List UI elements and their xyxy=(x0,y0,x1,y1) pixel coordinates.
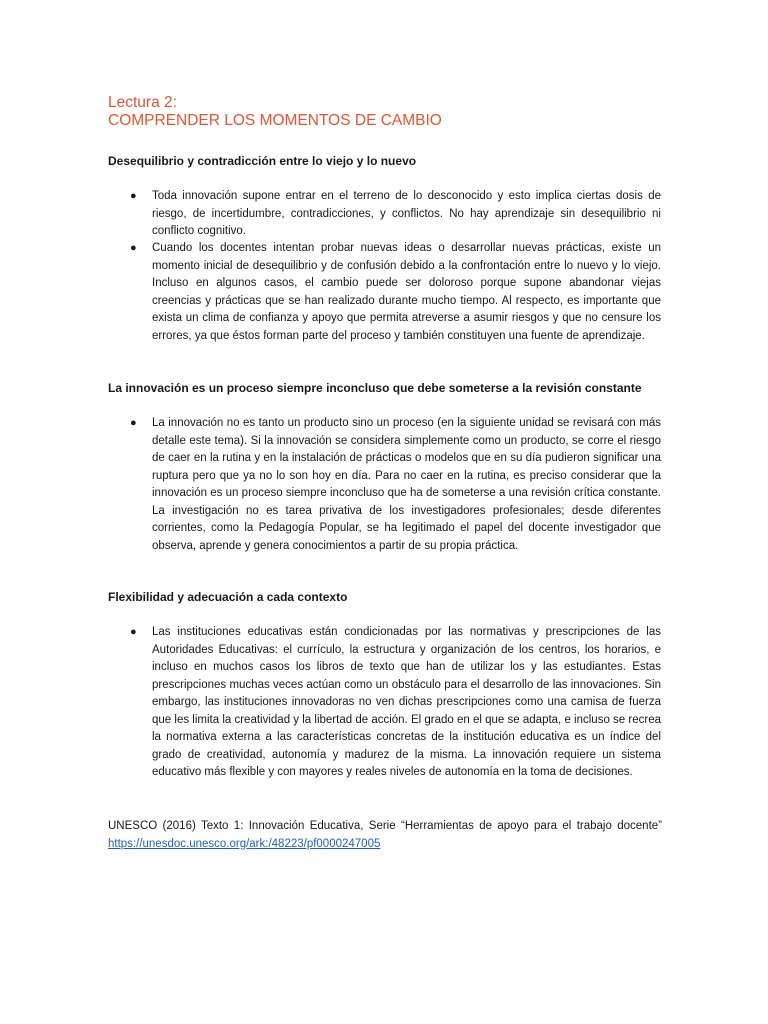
document-title xyxy=(108,94,668,130)
section-heading-2: La innovación es un proceso siempre inconcluso que debe someterse a la revisión constante xyxy=(108,381,642,395)
citation-link[interactable]: https://unesdoc.unesco.org/ark:/48223/pf0000247005 xyxy=(108,837,381,850)
title-line-1: Lectura 2: xyxy=(108,94,177,111)
bullet-icon: ● xyxy=(130,417,137,429)
list-item xyxy=(130,624,662,782)
bullet-text: Toda innovación supone entrar en el terreno de lo desconocido y esto implica ciertas dosis de riesgo, de incertidumbre, contradicciones, y conflictos. No hay aprendizaje sin desequilibrio ni conflicto cognitivo. xyxy=(152,190,661,237)
list-item xyxy=(130,240,662,345)
bullet-icon: ● xyxy=(130,190,137,202)
bullet-text: Cuando los docentes intentan probar nuevas ideas o desarrollar nuevas prácticas, existe un momento inicial de desequilibrio y de confusión debido a la confrontación entre lo nuevo y lo viejo. Incluso en algunos casos, el cambio puede ser doloroso porque supone abandonar viejas creencias y prácticas que se han realizado durante mucho tiempo. Al respecto, es importante que exista un clima de confianza y apoyo que permita atreverse a asumir riesgos y que no censure los errores, ya que éstos forman parte del proceso y también constituyen una fuente de aprendizaje. xyxy=(152,242,661,342)
bullet-text: La innovación no es tanto un producto sino un proceso (en la siguiente unidad se revisará con más detalle este tema). Si la innovación se considera simplemente como un producto, se corre el riesgo de caer en la rutina y en la instalación de prácticas o modelos que en su día pudieron significar una ruptura pero que ya no lo son hoy en día. Para no caer en la rutina, es preciso considerar que la innovación es un proceso siempre inconcluso que ha de someterse a una revisión crítica constante. La investigación no es tarea privativa de los investigadores profesionales; desde diferentes corrientes, como la Pedagogía Popular, se ha legitimado el papel del docente investigador que observa, aprende y genera conocimientos a partir de su propia práctica. xyxy=(152,417,661,552)
list-item xyxy=(130,188,662,241)
bullet-icon: ● xyxy=(130,242,137,254)
citation-text: UNESCO (2016) Texto 1: Innovación Educativa, Serie “Herramientas de apoyo para el trabajo docente” xyxy=(108,820,662,832)
title-line-2: COMPRENDER LOS MOMENTOS DE CAMBIO xyxy=(108,112,442,129)
bullet-icon: ● xyxy=(130,626,137,638)
section-heading-1: Desequilibrio y contradicción entre lo viejo y lo nuevo xyxy=(108,154,417,168)
citation xyxy=(108,818,662,853)
bullet-text: Las instituciones educativas están condicionadas por las normativas y prescripciones de las Autoridades Educativas: el currículo, la estructura y organización de los centros, los horarios, e incluso en muchos casos los libros de texto que han de utilizar los y las estudiantes. Estas prescripciones muchas veces actúan como un obstáculo para el desarrollo de las innovaciones. Sin embargo, las instituciones innovadoras no ven dichas prescripciones como una camisa de fuerza que les limita la creatividad y la libertad de acción. El grado en el que se adapta, e incluso se recrea la normativa externa a las características concretas de la institución educativa es un índice del grado de creatividad, autonomía y madurez de la misma. La innovación requiere un sistema educativo más flexible y con mayores y reales niveles de autonomía en la toma de decisiones. xyxy=(152,626,661,778)
section-heading-3: Flexibilidad y adecuación a cada contexto xyxy=(108,590,348,604)
list-item xyxy=(130,415,662,555)
